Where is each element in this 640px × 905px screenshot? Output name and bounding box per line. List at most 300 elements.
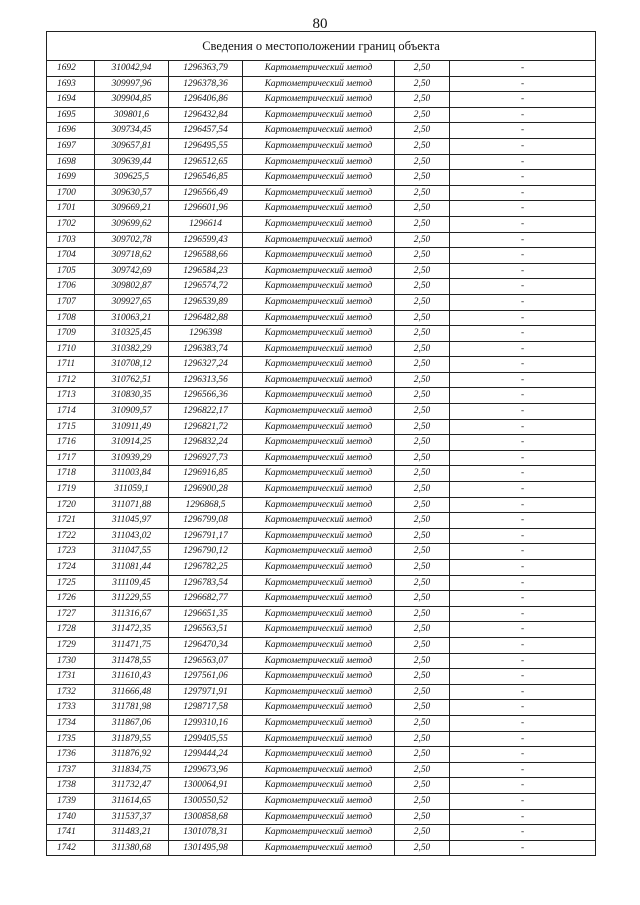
accuracy-cell: 2,50 — [395, 560, 450, 576]
y-coordinate-cell: 1296563,07 — [169, 653, 243, 669]
table-title-row — [47, 32, 596, 61]
y-coordinate-cell: 1296821,72 — [169, 419, 243, 435]
accuracy-cell: 2,50 — [395, 653, 450, 669]
x-coordinate-cell: 309639,44 — [95, 154, 169, 170]
x-coordinate-cell: 311834,75 — [95, 762, 169, 778]
y-coordinate-cell: 1298717,58 — [169, 700, 243, 716]
accuracy-cell: 2,50 — [395, 388, 450, 404]
x-coordinate-cell: 309630,57 — [95, 185, 169, 201]
description-cell: - — [450, 622, 596, 638]
description-cell: - — [450, 92, 596, 108]
accuracy-cell: 2,50 — [395, 419, 450, 435]
description-cell: - — [450, 575, 596, 591]
accuracy-cell: 2,50 — [395, 606, 450, 622]
y-coordinate-cell: 1299444,24 — [169, 747, 243, 763]
point-number-cell: 1723 — [47, 544, 95, 560]
method-cell: Картометрический метод — [243, 92, 395, 108]
x-coordinate-cell: 311059,1 — [95, 482, 169, 498]
description-cell: - — [450, 107, 596, 123]
table-row — [47, 684, 596, 700]
y-coordinate-cell: 1296546,85 — [169, 170, 243, 186]
method-cell: Картометрический метод — [243, 731, 395, 747]
description-cell: - — [450, 404, 596, 420]
x-coordinate-cell: 311081,44 — [95, 560, 169, 576]
point-number-cell: 1742 — [47, 840, 95, 856]
method-cell: Картометрический метод — [243, 185, 395, 201]
point-number-cell: 1693 — [47, 76, 95, 92]
x-coordinate-cell: 311879,55 — [95, 731, 169, 747]
description-cell: - — [450, 747, 596, 763]
x-coordinate-cell: 311472,35 — [95, 622, 169, 638]
accuracy-cell: 2,50 — [395, 294, 450, 310]
x-coordinate-cell: 309702,78 — [95, 232, 169, 248]
table-row — [47, 825, 596, 841]
accuracy-cell: 2,50 — [395, 731, 450, 747]
description-cell: - — [450, 310, 596, 326]
accuracy-cell: 2,50 — [395, 840, 450, 856]
description-cell: - — [450, 825, 596, 841]
x-coordinate-cell: 309927,65 — [95, 294, 169, 310]
point-number-cell: 1728 — [47, 622, 95, 638]
point-number-cell: 1736 — [47, 747, 95, 763]
y-coordinate-cell: 1296457,54 — [169, 123, 243, 139]
boundary-coordinates-table — [46, 31, 596, 856]
y-coordinate-cell: 1296799,08 — [169, 513, 243, 529]
point-number-cell: 1720 — [47, 497, 95, 513]
method-cell: Картометрический метод — [243, 747, 395, 763]
method-cell: Картометрический метод — [243, 482, 395, 498]
table-row — [47, 123, 596, 139]
x-coordinate-cell: 311478,55 — [95, 653, 169, 669]
point-number-cell: 1734 — [47, 715, 95, 731]
x-coordinate-cell: 309997,96 — [95, 76, 169, 92]
table-row — [47, 622, 596, 638]
y-coordinate-cell: 1296927,73 — [169, 450, 243, 466]
accuracy-cell: 2,50 — [395, 575, 450, 591]
method-cell: Картометрический метод — [243, 372, 395, 388]
point-number-cell: 1733 — [47, 700, 95, 716]
description-cell: - — [450, 840, 596, 856]
x-coordinate-cell: 311537,37 — [95, 809, 169, 825]
table-row — [47, 606, 596, 622]
point-number-cell: 1726 — [47, 591, 95, 607]
accuracy-cell: 2,50 — [395, 92, 450, 108]
y-coordinate-cell: 1301495,98 — [169, 840, 243, 856]
description-cell: - — [450, 762, 596, 778]
method-cell: Картометрический метод — [243, 575, 395, 591]
point-number-cell: 1721 — [47, 513, 95, 529]
method-cell: Картометрический метод — [243, 778, 395, 794]
method-cell: Картометрический метод — [243, 793, 395, 809]
accuracy-cell: 2,50 — [395, 341, 450, 357]
method-cell: Картометрический метод — [243, 326, 395, 342]
x-coordinate-cell: 309802,87 — [95, 279, 169, 295]
description-cell: - — [450, 669, 596, 685]
description-cell: - — [450, 279, 596, 295]
point-number-cell: 1739 — [47, 793, 95, 809]
y-coordinate-cell: 1299405,55 — [169, 731, 243, 747]
method-cell: Картометрический метод — [243, 653, 395, 669]
x-coordinate-cell: 311316,67 — [95, 606, 169, 622]
description-cell: - — [450, 263, 596, 279]
table-row — [47, 92, 596, 108]
method-cell: Картометрический метод — [243, 232, 395, 248]
y-coordinate-cell: 1296651,35 — [169, 606, 243, 622]
accuracy-cell: 2,50 — [395, 715, 450, 731]
y-coordinate-cell: 1296601,96 — [169, 201, 243, 217]
x-coordinate-cell: 309669,21 — [95, 201, 169, 217]
description-cell: - — [450, 560, 596, 576]
accuracy-cell: 2,50 — [395, 466, 450, 482]
accuracy-cell: 2,50 — [395, 154, 450, 170]
point-number-cell: 1735 — [47, 731, 95, 747]
y-coordinate-cell: 1296832,24 — [169, 435, 243, 451]
description-cell: - — [450, 606, 596, 622]
method-cell: Картометрический метод — [243, 61, 395, 77]
x-coordinate-cell: 311471,75 — [95, 637, 169, 653]
accuracy-cell: 2,50 — [395, 170, 450, 186]
description-cell: - — [450, 326, 596, 342]
method-cell: Картометрический метод — [243, 840, 395, 856]
table-row — [47, 404, 596, 420]
table-row — [47, 372, 596, 388]
accuracy-cell: 2,50 — [395, 185, 450, 201]
point-number-cell: 1713 — [47, 388, 95, 404]
y-coordinate-cell: 1296574,72 — [169, 279, 243, 295]
method-cell: Картометрический метод — [243, 762, 395, 778]
table-row — [47, 653, 596, 669]
accuracy-cell: 2,50 — [395, 747, 450, 763]
description-cell: - — [450, 513, 596, 529]
method-cell: Картометрический метод — [243, 107, 395, 123]
description-cell: - — [450, 248, 596, 264]
table-row — [47, 575, 596, 591]
description-cell: - — [450, 216, 596, 232]
table-row — [47, 637, 596, 653]
y-coordinate-cell: 1300550,52 — [169, 793, 243, 809]
x-coordinate-cell: 311614,65 — [95, 793, 169, 809]
description-cell: - — [450, 684, 596, 700]
x-coordinate-cell: 309904,85 — [95, 92, 169, 108]
method-cell: Картометрический метод — [243, 825, 395, 841]
accuracy-cell: 2,50 — [395, 778, 450, 794]
point-number-cell: 1698 — [47, 154, 95, 170]
method-cell: Картометрический метод — [243, 201, 395, 217]
point-number-cell: 1694 — [47, 92, 95, 108]
x-coordinate-cell: 311610,43 — [95, 669, 169, 685]
y-coordinate-cell: 1297971,91 — [169, 684, 243, 700]
method-cell: Картометрический метод — [243, 637, 395, 653]
table-row — [47, 357, 596, 373]
table-row — [47, 201, 596, 217]
point-number-cell: 1718 — [47, 466, 95, 482]
y-coordinate-cell: 1296588,66 — [169, 248, 243, 264]
x-coordinate-cell: 311109,45 — [95, 575, 169, 591]
method-cell: Картометрический метод — [243, 450, 395, 466]
accuracy-cell: 2,50 — [395, 482, 450, 498]
table-row — [47, 731, 596, 747]
method-cell: Картометрический метод — [243, 216, 395, 232]
description-cell: - — [450, 419, 596, 435]
x-coordinate-cell: 311483,21 — [95, 825, 169, 841]
accuracy-cell: 2,50 — [395, 700, 450, 716]
accuracy-cell: 2,50 — [395, 544, 450, 560]
y-coordinate-cell: 1296495,55 — [169, 138, 243, 154]
point-number-cell: 1696 — [47, 123, 95, 139]
table-row — [47, 216, 596, 232]
accuracy-cell: 2,50 — [395, 513, 450, 529]
table-row — [47, 466, 596, 482]
y-coordinate-cell: 1296900,28 — [169, 482, 243, 498]
x-coordinate-cell: 311071,88 — [95, 497, 169, 513]
accuracy-cell: 2,50 — [395, 809, 450, 825]
description-cell: - — [450, 232, 596, 248]
x-coordinate-cell: 311003,84 — [95, 466, 169, 482]
table-row — [47, 544, 596, 560]
accuracy-cell: 2,50 — [395, 528, 450, 544]
accuracy-cell: 2,50 — [395, 825, 450, 841]
table-row — [47, 497, 596, 513]
description-cell: - — [450, 341, 596, 357]
y-coordinate-cell: 1296868,5 — [169, 497, 243, 513]
point-number-cell: 1716 — [47, 435, 95, 451]
y-coordinate-cell: 1299310,16 — [169, 715, 243, 731]
point-number-cell: 1700 — [47, 185, 95, 201]
table-row — [47, 341, 596, 357]
table-row — [47, 419, 596, 435]
point-number-cell: 1722 — [47, 528, 95, 544]
description-cell: - — [450, 76, 596, 92]
table-row — [47, 388, 596, 404]
accuracy-cell: 2,50 — [395, 248, 450, 264]
table-row — [47, 263, 596, 279]
method-cell: Картометрический метод — [243, 138, 395, 154]
method-cell: Картометрический метод — [243, 76, 395, 92]
table-row — [47, 279, 596, 295]
table-row — [47, 591, 596, 607]
point-number-cell: 1697 — [47, 138, 95, 154]
x-coordinate-cell: 309699,62 — [95, 216, 169, 232]
point-number-cell: 1712 — [47, 372, 95, 388]
x-coordinate-cell: 311043,02 — [95, 528, 169, 544]
table-row — [47, 310, 596, 326]
description-cell: - — [450, 450, 596, 466]
method-cell: Картометрический метод — [243, 279, 395, 295]
x-coordinate-cell: 310762,51 — [95, 372, 169, 388]
accuracy-cell: 2,50 — [395, 637, 450, 653]
point-number-cell: 1740 — [47, 809, 95, 825]
method-cell: Картометрический метод — [243, 154, 395, 170]
description-cell: - — [450, 482, 596, 498]
x-coordinate-cell: 310939,29 — [95, 450, 169, 466]
x-coordinate-cell: 309718,62 — [95, 248, 169, 264]
accuracy-cell: 2,50 — [395, 279, 450, 295]
y-coordinate-cell: 1296790,12 — [169, 544, 243, 560]
y-coordinate-cell: 1296566,49 — [169, 185, 243, 201]
table-row — [47, 528, 596, 544]
method-cell: Картометрический метод — [243, 310, 395, 326]
accuracy-cell: 2,50 — [395, 762, 450, 778]
point-number-cell: 1701 — [47, 201, 95, 217]
method-cell: Картометрический метод — [243, 466, 395, 482]
point-number-cell: 1706 — [47, 279, 95, 295]
y-coordinate-cell: 1296327,24 — [169, 357, 243, 373]
table-row — [47, 185, 596, 201]
x-coordinate-cell: 310042,94 — [95, 61, 169, 77]
point-number-cell: 1709 — [47, 326, 95, 342]
x-coordinate-cell: 309801,6 — [95, 107, 169, 123]
y-coordinate-cell: 1299673,96 — [169, 762, 243, 778]
y-coordinate-cell: 1296599,43 — [169, 232, 243, 248]
description-cell: - — [450, 138, 596, 154]
x-coordinate-cell: 311867,06 — [95, 715, 169, 731]
y-coordinate-cell: 1296539,89 — [169, 294, 243, 310]
x-coordinate-cell: 311666,48 — [95, 684, 169, 700]
description-cell: - — [450, 372, 596, 388]
x-coordinate-cell: 309625,5 — [95, 170, 169, 186]
method-cell: Картометрический метод — [243, 388, 395, 404]
y-coordinate-cell: 1301078,31 — [169, 825, 243, 841]
accuracy-cell: 2,50 — [395, 107, 450, 123]
y-coordinate-cell: 1300858,68 — [169, 809, 243, 825]
method-cell: Картометрический метод — [243, 669, 395, 685]
accuracy-cell: 2,50 — [395, 372, 450, 388]
method-cell: Картометрический метод — [243, 544, 395, 560]
description-cell: - — [450, 185, 596, 201]
y-coordinate-cell: 1297561,06 — [169, 669, 243, 685]
point-number-cell: 1711 — [47, 357, 95, 373]
method-cell: Картометрический метод — [243, 170, 395, 186]
point-number-cell: 1708 — [47, 310, 95, 326]
y-coordinate-cell: 1296782,25 — [169, 560, 243, 576]
accuracy-cell: 2,50 — [395, 357, 450, 373]
point-number-cell: 1703 — [47, 232, 95, 248]
table-row — [47, 61, 596, 77]
point-number-cell: 1732 — [47, 684, 95, 700]
accuracy-cell: 2,50 — [395, 622, 450, 638]
table-row — [47, 715, 596, 731]
method-cell: Картометрический метод — [243, 560, 395, 576]
accuracy-cell: 2,50 — [395, 123, 450, 139]
table-row — [47, 138, 596, 154]
y-coordinate-cell: 1296916,85 — [169, 466, 243, 482]
y-coordinate-cell: 1296822,17 — [169, 404, 243, 420]
y-coordinate-cell: 1296470,34 — [169, 637, 243, 653]
accuracy-cell: 2,50 — [395, 263, 450, 279]
table-row — [47, 747, 596, 763]
point-number-cell: 1704 — [47, 248, 95, 264]
method-cell: Картометрический метод — [243, 248, 395, 264]
y-coordinate-cell: 1296383,74 — [169, 341, 243, 357]
method-cell: Картометрический метод — [243, 435, 395, 451]
point-number-cell: 1730 — [47, 653, 95, 669]
description-cell: - — [450, 544, 596, 560]
method-cell: Картометрический метод — [243, 123, 395, 139]
table-row — [47, 435, 596, 451]
accuracy-cell: 2,50 — [395, 61, 450, 77]
method-cell: Картометрический метод — [243, 715, 395, 731]
y-coordinate-cell: 1296682,77 — [169, 591, 243, 607]
table-row — [47, 762, 596, 778]
accuracy-cell: 2,50 — [395, 326, 450, 342]
description-cell: - — [450, 793, 596, 809]
description-cell: - — [450, 497, 596, 513]
y-coordinate-cell: 1296406,86 — [169, 92, 243, 108]
x-coordinate-cell: 311781,98 — [95, 700, 169, 716]
description-cell: - — [450, 809, 596, 825]
table-row — [47, 809, 596, 825]
method-cell: Картометрический метод — [243, 263, 395, 279]
description-cell: - — [450, 435, 596, 451]
description-cell: - — [450, 700, 596, 716]
x-coordinate-cell: 311045,97 — [95, 513, 169, 529]
y-coordinate-cell: 1296398 — [169, 326, 243, 342]
description-cell: - — [450, 123, 596, 139]
description-cell: - — [450, 466, 596, 482]
method-cell: Картометрический метод — [243, 357, 395, 373]
description-cell: - — [450, 715, 596, 731]
x-coordinate-cell: 311229,55 — [95, 591, 169, 607]
description-cell: - — [450, 61, 596, 77]
table-row — [47, 154, 596, 170]
method-cell: Картометрический метод — [243, 497, 395, 513]
table-row — [47, 669, 596, 685]
method-cell: Картометрический метод — [243, 809, 395, 825]
description-cell: - — [450, 154, 596, 170]
accuracy-cell: 2,50 — [395, 591, 450, 607]
description-cell: - — [450, 388, 596, 404]
table-row — [47, 560, 596, 576]
y-coordinate-cell: 1296482,88 — [169, 310, 243, 326]
y-coordinate-cell: 1296566,36 — [169, 388, 243, 404]
accuracy-cell: 2,50 — [395, 232, 450, 248]
method-cell: Картометрический метод — [243, 700, 395, 716]
point-number-cell: 1692 — [47, 61, 95, 77]
table-row — [47, 840, 596, 856]
accuracy-cell: 2,50 — [395, 669, 450, 685]
accuracy-cell: 2,50 — [395, 793, 450, 809]
x-coordinate-cell: 310708,12 — [95, 357, 169, 373]
description-cell: - — [450, 170, 596, 186]
table-row — [47, 778, 596, 794]
description-cell: - — [450, 653, 596, 669]
point-number-cell: 1738 — [47, 778, 95, 794]
accuracy-cell: 2,50 — [395, 76, 450, 92]
accuracy-cell: 2,50 — [395, 201, 450, 217]
table-row — [47, 107, 596, 123]
description-cell: - — [450, 591, 596, 607]
point-number-cell: 1710 — [47, 341, 95, 357]
table-row — [47, 700, 596, 716]
y-coordinate-cell: 1296584,23 — [169, 263, 243, 279]
description-cell: - — [450, 731, 596, 747]
table-row — [47, 294, 596, 310]
point-number-cell: 1729 — [47, 637, 95, 653]
x-coordinate-cell: 310382,29 — [95, 341, 169, 357]
accuracy-cell: 2,50 — [395, 450, 450, 466]
table-row — [47, 793, 596, 809]
method-cell: Картометрический метод — [243, 528, 395, 544]
y-coordinate-cell: 1300064,91 — [169, 778, 243, 794]
point-number-cell: 1737 — [47, 762, 95, 778]
accuracy-cell: 2,50 — [395, 404, 450, 420]
point-number-cell: 1731 — [47, 669, 95, 685]
x-coordinate-cell: 310911,49 — [95, 419, 169, 435]
table-title: Сведения о местоположении границ объекта — [47, 32, 596, 61]
y-coordinate-cell: 1296791,17 — [169, 528, 243, 544]
point-number-cell: 1695 — [47, 107, 95, 123]
table-row — [47, 76, 596, 92]
